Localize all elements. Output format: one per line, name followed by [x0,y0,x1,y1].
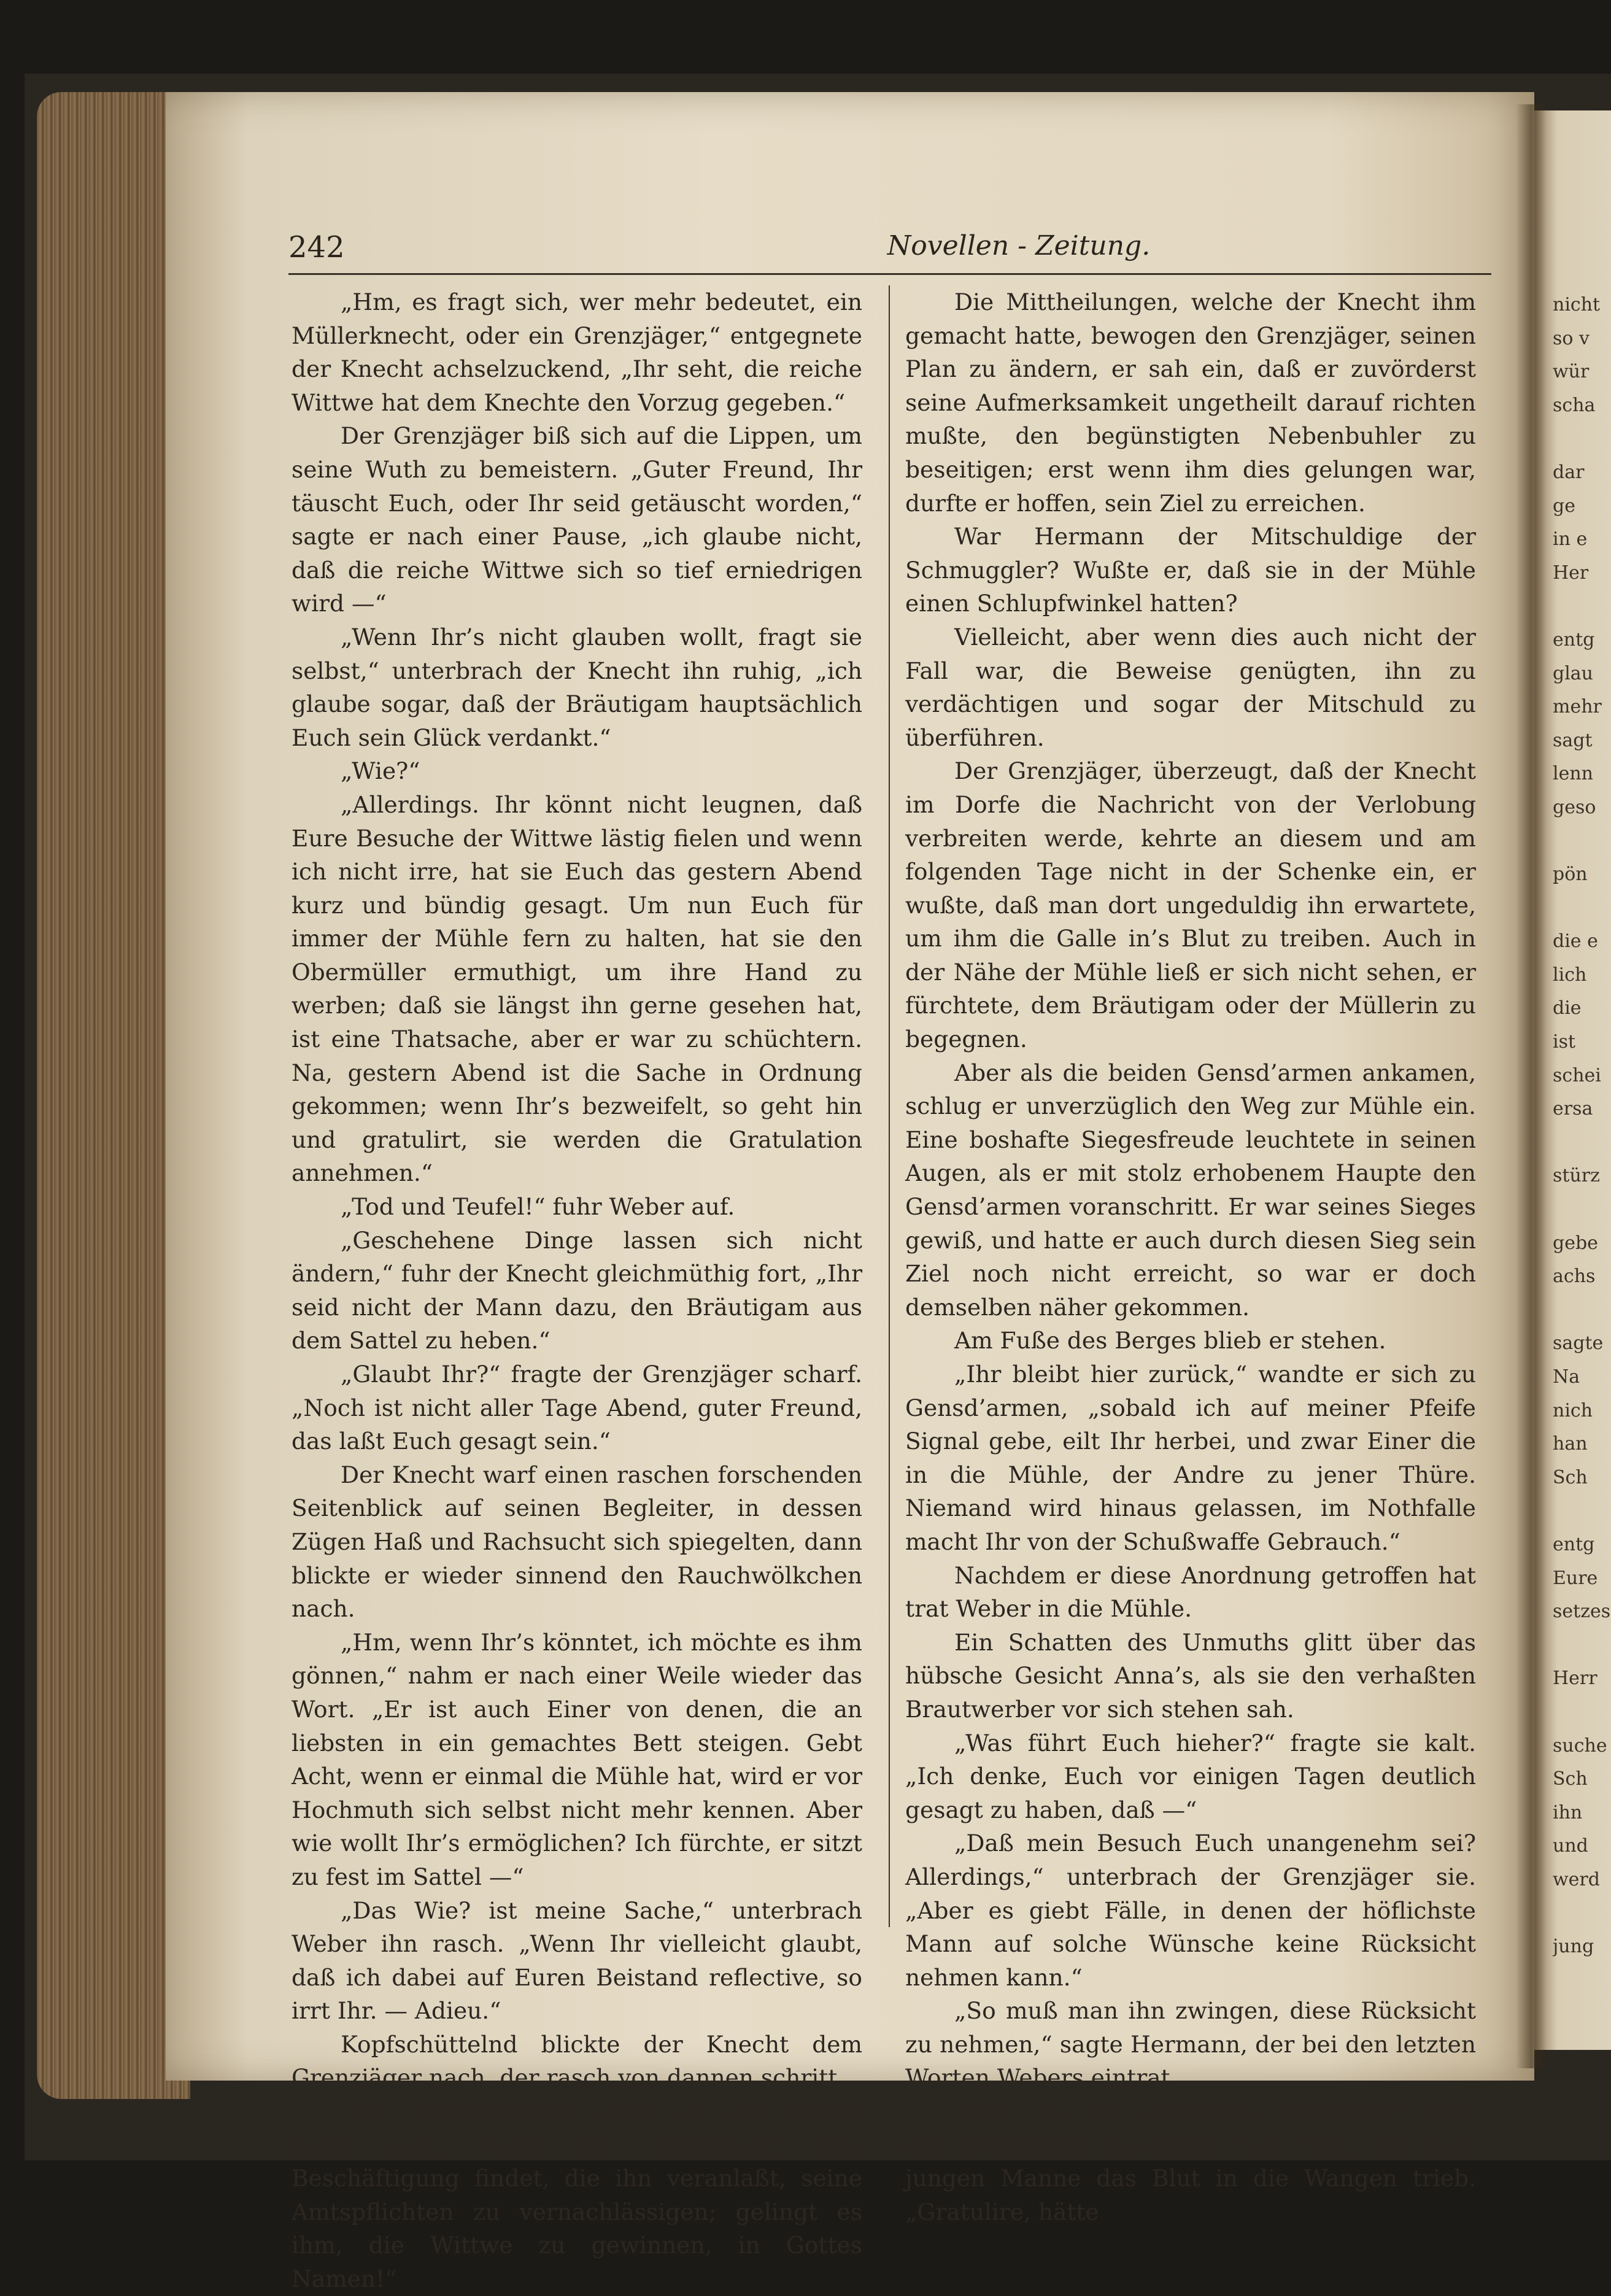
next-page-fragment: die [1553,997,1582,1019]
next-page-fragment [1553,1494,1611,1528]
next-page-fragment: Sch [1553,1466,1588,1488]
paragraph: War Hermann der Mitschuldige der Schmuggler? Wußte er, daß sie in der Mühle einen Schlupfwinkel hatten? [905,523,1476,617]
book-gutter [1516,104,1547,2068]
next-page-fragment: geso [1553,796,1596,818]
next-page-fragment: in e [1553,528,1588,551]
next-page-fragment: nicht [1553,294,1601,315]
paragraph: „Sieh da, der glückliche Bäutigam!“ fuhr der Grenzjäger in einem Tone fort, der dem jungen Manne das Blut in die Wangen trieb. „Gratulire, hätte [905,2098,1476,2225]
next-page-fragment: Eure [1553,1567,1598,1589]
next-page-fragment: dar [1553,461,1585,483]
paragraph: Die Mittheilungen, welche der Knecht ihm gemacht hatte, bewogen den Grenzjäger, seinen Plan zu ändern, er sah ein, daß er zuvörderst seine Aufmerksamkeit ungetheilt darauf richten mußte, den begünstigten Nebenbuhler zu beseitigen; erst wenn ihm dies gelungen war, durfte er hoffen, sein Ziel zu erreichen. [905,288,1476,517]
paragraph: „Na, meinetwegen!“ sagte er. „Mir kann’s recht sein, wenn der Grenzjäger eine Beschäftigung findet, die ihn veranlaßt, seine Amtspflichten zu vernachlässigen; gelingt es ihm, die Wittwe zu gewinnen, in Gottes Namen!“ [292,2098,862,2293]
next-page-fragment: suche [1553,1734,1607,1757]
next-page-fragment [1553,825,1611,859]
paragraph: „Ihr bleibt hier zurück,“ wandte er sich zu Gensd’armen, „sobald ich auf meiner Pfeife Signal gebe, eilt Ihr herbei, und zwar Einer die in die Mühle, der Andre zu jener Thüre. Niemand wird hinaus gelassen, im Nothfalle macht Ihr von der Schußwaffe Gebrauch.“ [905,1361,1476,1555]
paragraph: „Das Wie? ist meine Sache,“ unterbrach Weber ihn rasch. „Wenn Ihr vielleicht glaubt, daß ich dabei auf Euren Beistand reflective, so irrt Ihr. — Adieu.“ [292,1896,862,2025]
next-page-fragment: mehr [1553,696,1602,718]
next-page-fragment: glau [1553,662,1594,684]
column-divider [889,285,890,1927]
next-page-fragment: han [1553,1433,1588,1455]
paragraph: „Allerdings. Ihr könnt nicht leugnen, daß Eure Besuche der Wittwe lästig fielen und wenn ich nicht irre, hat sie Euch das gestern Abend kurz und bündig gesagt. Um nun Euch für immer der Mühle fern zu halten, hat sie den Obermüller ermuthigt, um ihre Hand zu werben; daß sie längst ihn gerne gesehen hat, ist eine Thatsache, aber er war zu schüchtern. Na, gestern Abend ist die Sache in Ordnung gekommen; wenn Ihr’s bezweifelt, so geht hin und gratulirt, sie werden die Gratulation annehmen.“ [292,790,862,1187]
paragraph: Der Grenzjäger, überzeugt, daß der Knecht im Dorfe die Nachricht von der Verlobung verbreiten werde, kehrte an diesem und am folgenden Tage nicht in der Schenke ein, er wußte, daß man dort ungeduldig ihn erwartete, um ihm die Galle in’s Blut zu treiben. Auch in der Nähe der Mühle ließ er sich nicht sehen, er fürchtete, dem Bräutigam oder der Müllerin zu begegnen. [905,757,1476,1053]
paragraph: Vielleicht, aber wenn dies auch nicht der Fall war, die Beweise genügten, ihn zu verdächtigen und sogar der Mitschuld zu überführen. [905,623,1476,751]
next-page-fragment: sagt [1553,729,1593,751]
next-page-fragment: so v [1553,327,1590,349]
next-page-text-fragments [1553,288,1611,1964]
paragraph: „Glaubt Ihr?“ fragte der Grenzjäger scharf. „Noch ist nicht aller Tage Abend, guter Freund, das laßt Euch gesagt sein.“ [292,1361,862,1455]
next-page-fragment [1553,422,1611,456]
next-page-fragment: nich [1553,1399,1593,1421]
next-page-fragment: schei [1553,1064,1601,1086]
paragraph: „Hm, wenn Ihr’s könntet, ich möchte es ihm gönnen,“ nahm er nach einer Weile wieder das Wort. „Er ist auch Einer von denen, die an liebsten in ein gemachtes Bett steigen. Gebt Acht, wenn er einmal die Mühle hat, wird er vor Hochmuth sich selbst nicht mehr kennen. Aber wie wollt Ihr’s ermöglichen? Ich fürchte, er sitzt zu fest im Sattel —“ [292,1628,862,1890]
paragraph: „So muß man ihn zwingen, diese Rücksicht zu nehmen,“ sagte Hermann, der bei den letzten Worten Webers eintrat. [905,1997,1476,2092]
page-header [288,230,1491,273]
next-page-fragment: ist [1553,1031,1576,1053]
paragraph: Am Fuße des Berges blieb er stehen. [954,1327,1386,1355]
paragraph: Der Knecht warf einen raschen forschenden Seitenblick auf seinen Begleiter, in dessen Zügen Haß und Rachsucht sich spiegelten, dann blickte er wieder sinnend den Rauchwölkchen nach. [292,1461,862,1623]
next-page-fragment: entg [1553,628,1595,651]
paragraph: „Tod und Teufel!“ fuhr Weber auf. [341,1193,735,1221]
next-page-fragment: gebe [1553,1232,1598,1254]
next-page-fragment: die e [1553,930,1598,953]
page-number: 242 [288,230,345,265]
next-page-fragment [1553,1126,1611,1160]
next-page-fragment: und [1553,1835,1588,1857]
header-rule [288,273,1491,275]
next-page-fragment: Sch [1553,1768,1588,1790]
next-page-fragment [1553,1294,1611,1328]
running-title: Novellen - Zeitung. [887,230,1151,261]
next-page-fragment: ihn [1553,1801,1583,1823]
next-page-fragment [1553,892,1611,926]
next-page-fragment: jung [1553,1936,1594,1958]
next-page-fragment: sagte [1553,1332,1604,1355]
paragraph: „Geschehene Dinge lassen sich nicht ändern,“ fuhr der Knecht gleichmüthig fort, „Ihr seid nicht der Mann dazu, den Bräutigam aus dem Sattel zu heben.“ [292,1226,862,1355]
right-text-column [905,285,1476,2228]
paragraph: Nachdem er diese Anordnung getroffen hat trat Weber in die Mühle. [905,1561,1476,1623]
next-page-fragment: lich [1553,964,1587,986]
paragraph: Aber als die beiden Gensd’armen ankamen, schlug er unverzüglich den Weg zur Mühle ein. Eine boshafte Siegesfreude leuchtete in seinen Augen, als er mit stolz erhobenem Haupte den Gensd’armen voranschritt. Er war seines Sieges gewiß, und hatte er auch durch diesen Sieg sein Ziel noch nicht erreicht, so war er doch demselben näher gekommen. [905,1059,1476,1321]
paragraph: „Was führt Euch hieher?“ fragte sie kalt. „Ich denke, Euch vor einigen Tagen deutlich gesagt zu haben, daß —“ [905,1729,1476,1823]
next-page-fragment [1553,1897,1611,1931]
next-page-fragment: ersa [1553,1098,1593,1120]
paragraph: Kopfschüttelnd blickte der Knecht dem Grenzjäger nach, der rasch von dannen schritt. [292,2030,862,2092]
next-page-fragment: Her [1553,562,1589,584]
left-text-column [292,285,862,2296]
next-page-fragment [1553,1629,1611,1663]
next-page-fragment: pön [1553,864,1588,886]
next-page-fragment [1553,1696,1611,1730]
next-page-fragment: achs [1553,1266,1596,1288]
paragraph: Der Grenzjäger biß sich auf die Lippen, um seine Wuth zu bemeistern. „Guter Freund, Ihr täuscht Euch, oder Ihr seid getäuscht worden,“ sagte er nach einer Pause, „ich glaube nicht, daß die reiche Wittwe sich so tief erniedrigen wird —“ [292,422,862,617]
next-page-fragment: ge [1553,495,1575,517]
paragraph: Ein Schatten des Unmuths glitt über das hübsche Gesicht Anna’s, als sie den verhaßten Brautwerber vor sich stehen sah. [905,1628,1476,1723]
next-page-fragment: lenn [1553,763,1593,785]
paragraph: „Daß mein Besuch Euch unangenehm sei? Allerdings,“ unterbrach der Grenzjäger sie. „Aber es giebt Fälle, in denen der höflichste Mann auf solche Wünsche keine Rücksicht nehmen kann.“ [905,1830,1476,1991]
paragraph: „Wenn Ihr’s nicht glauben wollt, fragt sie selbst,“ unterbrach der Knecht ihn ruhig, „ich glaube sogar, daß der Bräutigam hauptsächlich Euch sein Glück verdankt.“ [292,623,862,751]
next-page-fragment: Na [1553,1366,1580,1388]
next-page-fragment: scha [1553,394,1596,416]
next-page-fragment: stürz [1553,1165,1600,1187]
next-page-fragment: entg [1553,1533,1595,1555]
paragraph: „Hm, es fragt sich, wer mehr bedeutet, ein Müllerknecht, oder ein Grenzjäger,“ entgegnete der Knecht achselzuckend, „Ihr seht, die reiche Wittwe hat dem Knechte den Vorzug gegeben.“ [292,288,862,416]
next-page-fragment: wür [1553,361,1590,383]
next-page-fragment [1553,590,1611,624]
next-page-fragment: Herr [1553,1668,1597,1690]
next-page-fragment: werd [1553,1868,1600,1890]
next-page-fragment [1553,1193,1611,1227]
paragraph: „Wie?“ [341,757,420,785]
next-page-fragment: setzes [1553,1601,1611,1623]
